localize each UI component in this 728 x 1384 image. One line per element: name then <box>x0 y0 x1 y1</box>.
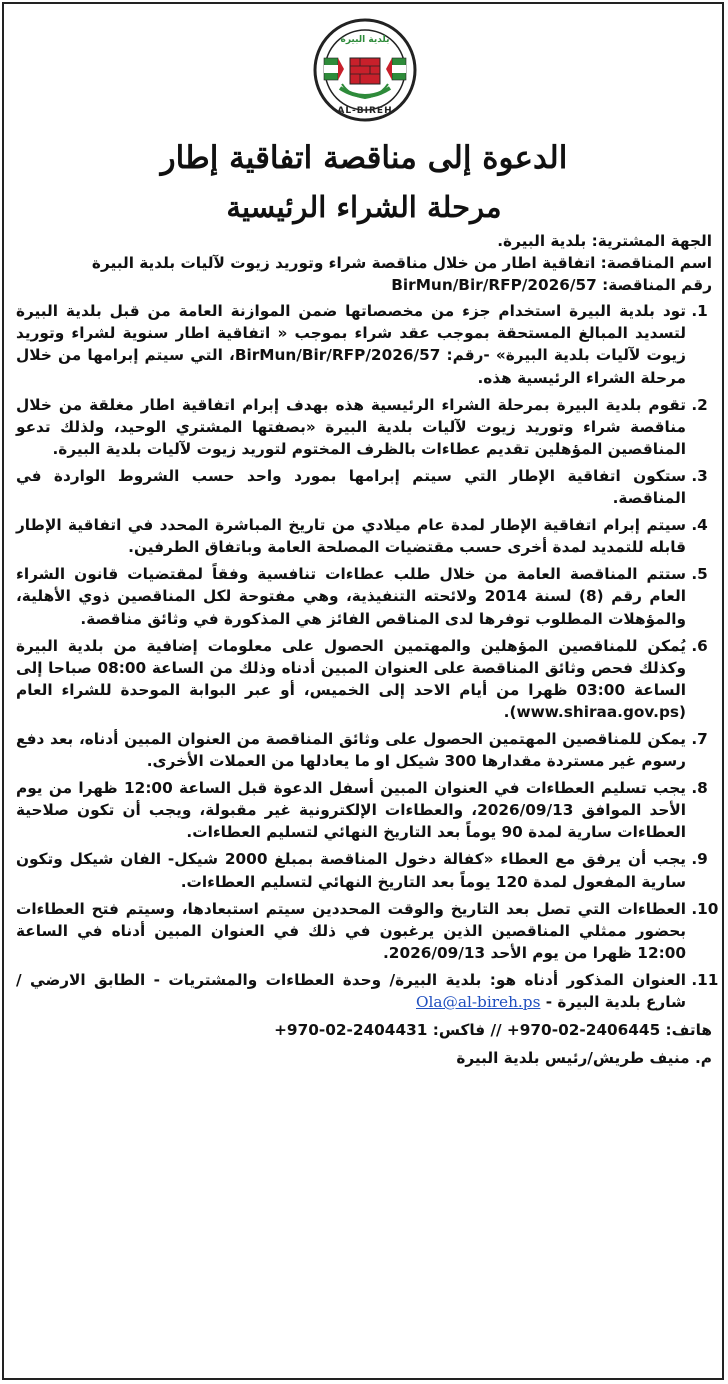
tender-name-line: اسم المناقصة: اتفاقية اطار من خلال مناقصة شراء وتوريد زيوت لآليات بلدية البيرة <box>91 254 712 273</box>
tender-number: BirMun/Bir/RFP/2026/57 <box>391 276 597 295</box>
tender-number-label: رقم المناقصة: <box>596 276 712 295</box>
page-title: الدعوة إلى مناقصة اتفاقية إطار <box>160 140 568 176</box>
buyer-line: الجهة المشترية: بلدية البيرة. <box>497 232 712 250</box>
list-item: 8. يجب تسليم العطاءات في العنوان المبين أسفل الدعوة قبل الساعة 12:00 ظهرا من يوم الأحد الموافق 2026/09/13، والعطاءات الإلكترونية غير مقبولة، ويجب أن تكون صلاحية العطاءات سارية لمدة 90 يوماً بعد التاريخ النهائي لتسليم العطاءات. <box>16 777 686 843</box>
logo-latin-text: AL-BIREH <box>337 106 393 116</box>
conditions-list <box>16 300 712 1013</box>
list-item: 6. يُمكن للمناقصين المؤهلين والمهتمين الحصول على معلومات إضافية من بلدية البيرة وكذلك فحص وثائق المناقصة على العنوان المبين أدناه وذلك من الساعة 08:00 صباحا إلى الساعة 03:00 ظهرا من أيام الاحد إلى الخميس، أو عبر البوابة الموحدة للشراء العام (www.shiraa.gov.ps). <box>16 635 686 723</box>
logo-arabic-text: بلدية البيرة <box>340 35 390 45</box>
list-item: 2. تقوم بلدية البيرة بمرحلة الشراء الرئيسية هذه بهدف إبرام اتفاقية اطار مغلقة من خلال مناقصة شراء وتوريد زيوت لآليات بلدية البيرة «بصفتها المشتري الوحيد، ولذلك تدعو المناقصين المؤهلين تقديم عطاءات بالظرف المختوم لتوريد زيوت لآليات بلدية البيرة. <box>16 394 686 460</box>
email-link[interactable]: Ola@al-bireh.ps <box>416 993 541 1011</box>
list-item: 10. العطاءات التي تصل بعد التاريخ والوقت المحددين سيتم استبعادها، وسيتم فتح العطاءات بحضور ممثلي المناقصين الذين يرغبون في ذلك في العنوان المبين أدناه في الساعة 12:00 ظهرا من يوم الأحد 2026/09/13. <box>16 898 686 964</box>
list-item: 5. ستتم المناقصة العامة من خلال طلب عطاءات تنافسية وفقاً لمقتضيات قانون الشراء العام رقم (8) لسنة 2014 ولائحته التنفيذية، وهي مفتوحة لكل المناقصين ذوي الأهلية، والمؤهلات المطلوب توفرها لدى المناقص الفائز هي المذكورة في وثائق مناقصة. <box>16 563 686 629</box>
list-item: 3. ستكون اتفاقية الإطار التي سيتم إبرامها بمورد واحد حسب الشروط الواردة في المناقصة. <box>16 465 686 509</box>
contact-phones: هاتف: 2406445-02-970+ // فاكس: 2404431-02-970+ <box>274 1021 712 1040</box>
tender-number-line <box>16 274 712 296</box>
announcement-body <box>16 230 712 1069</box>
signature: م. منيف طريش/رئيس بلدية البيرة <box>456 1049 712 1068</box>
list-item: 7. يمكن للمناقصين المهتمين الحصول على وثائق المناقصة من العنوان المبين أدناه، بعد دفع رسوم غير مستردة مقدارها 300 شيكل او ما يعادلها من العملات الأخرى. <box>16 728 686 772</box>
tender-code: BirMun/Bir/RFP/2026/57 <box>234 346 441 365</box>
page-subtitle: مرحلة الشراء الرئيسية <box>226 190 502 224</box>
list-item: 9. يجب أن يرفق مع العطاء «كفالة دخول المناقصة بمبلغ 2000 شيكل- الفان شيكل وتكون سارية المفعول لمدة 120 يوماً بعد التاريخ النهائي لتسليم العطاءات. <box>16 848 686 892</box>
list-item: 4. سيتم إبرام اتفاقية الإطار لمدة عام ميلادي من تاريخ المباشرة المحدد في اتفاقية الإطار قابله للتمديد لمدة أخرى حسب مقتضيات المصلحة العامة وباتفاق الطرفين. <box>16 514 686 558</box>
list-item: 11. العنوان المذكور أدناه هو: بلدية البيرة/ وحدة العطاءات والمشتريات - الطابق الارضي /شارع بلدية البيرة - Ola@al-bireh.ps <box>16 969 686 1013</box>
list-item: 1. تود بلدية البيرة استخدام جزء من مخصصاتها ضمن الموازنة العامة من قبل بلدية البيرة لتسديد المبالغ المستحقة بموجب عقد شراء بموجب « اتفاقية اطار سنوية لشراء وتوريد زيوت لآليات بلدية البيرة» -رقم: BirMun/Bir/RFP/2026/57، التي سيتم إبرامها من خلال مرحلة الشراء الرئيسية هذه. <box>16 300 686 388</box>
al-bireh-municipality-logo <box>310 18 420 122</box>
